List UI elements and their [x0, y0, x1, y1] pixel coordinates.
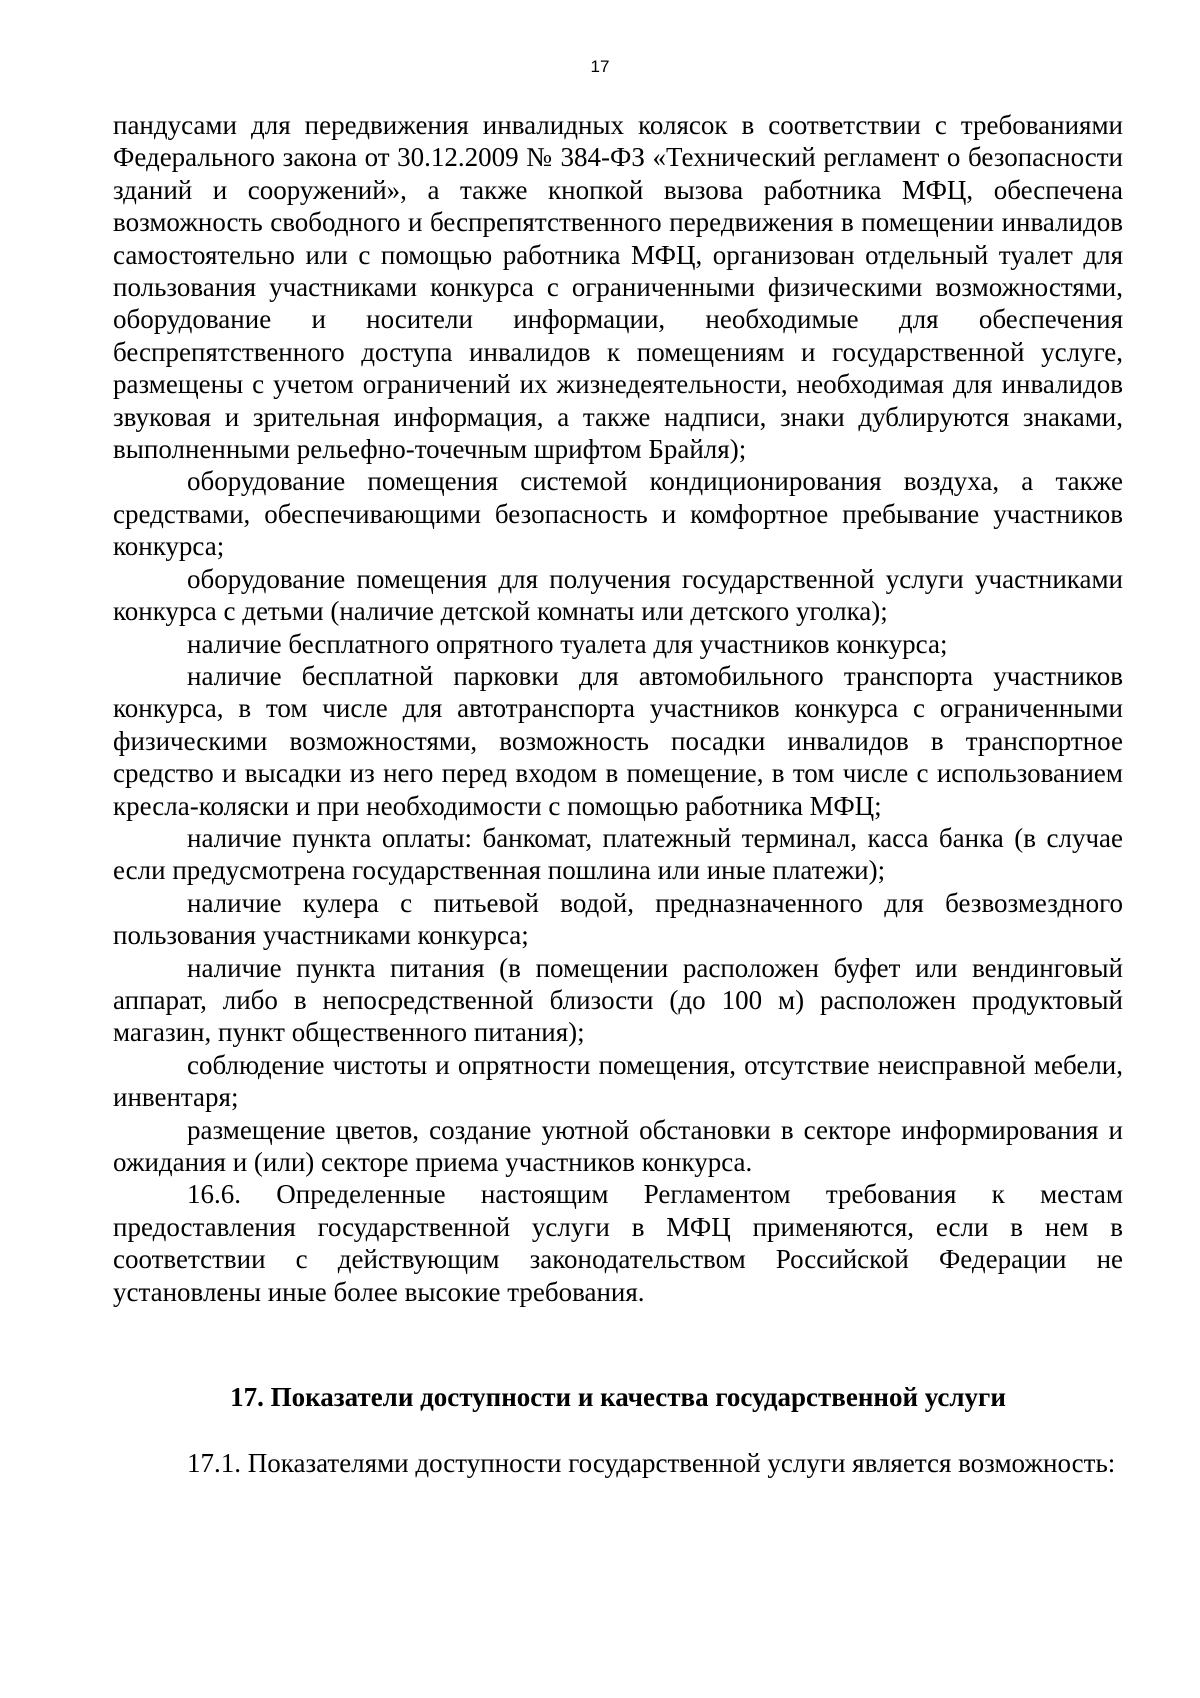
body-text	[113, 109, 1123, 1308]
paragraph-cleanliness: соблюдение чистоты и опрятности помещения, отсутствие неисправной мебели, инвентаря;	[113, 1049, 1123, 1113]
paragraph-payment-point: наличие пункта оплаты: банкомат, платежный терминал, касса банка (в случае если предусмотрена государственная пошлина или иные платежи);	[113, 822, 1123, 886]
paragraph-water-cooler: наличие кулера с питьевой водой, предназначенного для безвозмездного пользования участниками конкурса;	[113, 887, 1123, 951]
paragraph-children-room: оборудование помещения для получения государственной услуги участниками конкурса с детьми (наличие детской комнаты или детского уголка);	[113, 563, 1123, 627]
section-body	[113, 1447, 1123, 1479]
paragraph-free-toilet: наличие бесплатного опрятного туалета для участников конкурса;	[187, 628, 948, 659]
paragraph-accessibility-equipment: пандусами для передвижения инвалидных колясок в соответствии с требованиями Федерального закона от 30.12.2009 № 384-ФЗ «Технический регламент о безопасности зданий и сооружений», а также кнопкой вызова работника МФЦ, обеспечена возможность свободного и беспрепятственного передвижения в помещении инвалидов самостоятельно или с помощью работника МФЦ, организован отдельный туалет для пользования участниками конкурса с ограниченными физическими возможностями, оборудование и носители информации, необходимые для обеспечения беспрепятственного доступа инвалидов к помещениям и государственной услуге, размещены с учетом ограничений их жизнедеятельности, необходимая для инвалидов звуковая и зрительная информация, а также надписи, знаки дублируются знаками, выполненными рельефно-точечным шрифтом Брайля);	[113, 110, 1123, 465]
paragraph-17-1: 17.1. Показателями доступности государственной услуги является возможность:	[187, 1448, 1116, 1478]
paragraph-flowers: размещение цветов, создание уютной обстановки в секторе информирования и ожидания и (или) секторе приема участников конкурса.	[113, 1114, 1123, 1177]
paragraph-food-point: наличие пункта питания (в помещении расположен буфет или вендинговый аппарат, либо в непосредственной близости (до 100 м) расположен продуктовый магазин, пункт общественного питания);	[113, 952, 1123, 1048]
section-heading: 17. Показатели доступности и качества государственной услуги	[230, 1382, 1006, 1412]
paragraph-air-conditioning: оборудование помещения системой кондиционирования воздуха, а также средствами, обеспечивающими безопасность и комфортное пребывание участников конкурса;	[113, 466, 1123, 562]
page-number: 17	[590, 57, 610, 76]
paragraph-16-6: 16.6. Определенные настоящим Регламентом требования к местам предоставления государственной услуги в МФЦ применяются, если в нем в соответствии с действующим законодательством Российской Федерации не установлены иные более высокие требования.	[113, 1179, 1123, 1307]
paragraph-free-parking: наличие бесплатной парковки для автомобильного транспорта участников конкурса, в том числе для автотранспорта участников конкурса с ограниченными физическими возможностями, возможность посадки инвалидов в транспортное средство и высадки из него перед входом в помещение, в том числе с использованием кресла-коляски и при необходимости с помощью работника МФЦ;	[113, 660, 1123, 821]
